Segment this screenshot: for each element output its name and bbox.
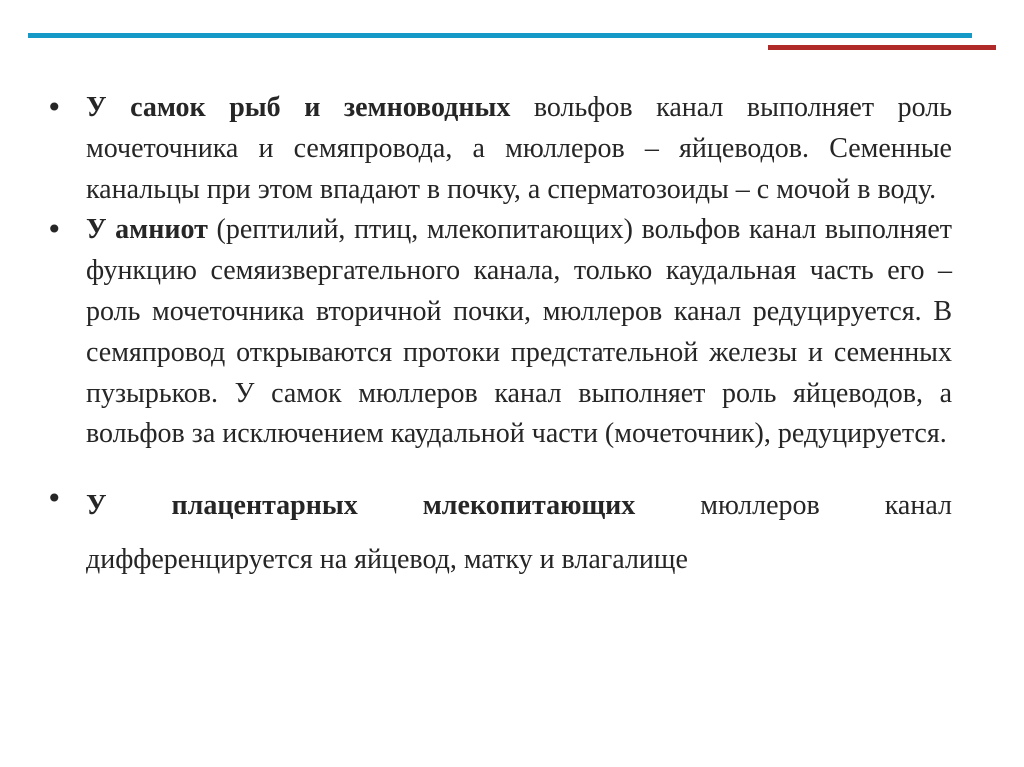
bullet-bold-lead: У плацентарных млекопитающих bbox=[86, 490, 636, 522]
top-accent-line-blue bbox=[28, 33, 972, 38]
bullet-text bbox=[86, 210, 952, 455]
bullet-text bbox=[86, 88, 952, 210]
bullet-item-amniotes bbox=[46, 210, 952, 455]
bullet-marker: • bbox=[46, 213, 63, 247]
bullet-body: мюллеров канал дифференцируется на яйцевод, матку и влагалище bbox=[86, 490, 952, 576]
bullet-marker: • bbox=[46, 91, 63, 124]
bullet-body: (рептилий, птиц, млекопитающих) вольфов канал выполняет функцию семяизвергательного канала, только каудальная часть его – роль мочеточника вторичной почки, мюллеров канал редуцируется. В семяпровод открываются протоки предстательной железы и семенных пузырьков. У самок мюллеров канал выполняет роль яйцеводов, а вольфов за исключением каудальной части (мочеточник), редуцируется. bbox=[86, 214, 952, 450]
bullet-item-placental-mammals bbox=[46, 479, 952, 587]
bullet-body: вольфов канал выполняет роль мочеточника и семяпровода, а мюллеров – яйцеводов. Семенные канальцы при этом впадают в почку, а сперматозоиды – с мочой в воду. bbox=[86, 92, 952, 205]
bullet-marker: • bbox=[46, 482, 63, 516]
bullet-bold-lead: У самок рыб и земноводных bbox=[86, 92, 511, 123]
bullet-text bbox=[86, 479, 952, 587]
bullet-item-fish-amphibians bbox=[46, 88, 952, 210]
bullet-list bbox=[46, 88, 952, 587]
top-accent-line-red bbox=[768, 45, 996, 50]
bullet-bold-lead: У амниот bbox=[86, 214, 208, 246]
